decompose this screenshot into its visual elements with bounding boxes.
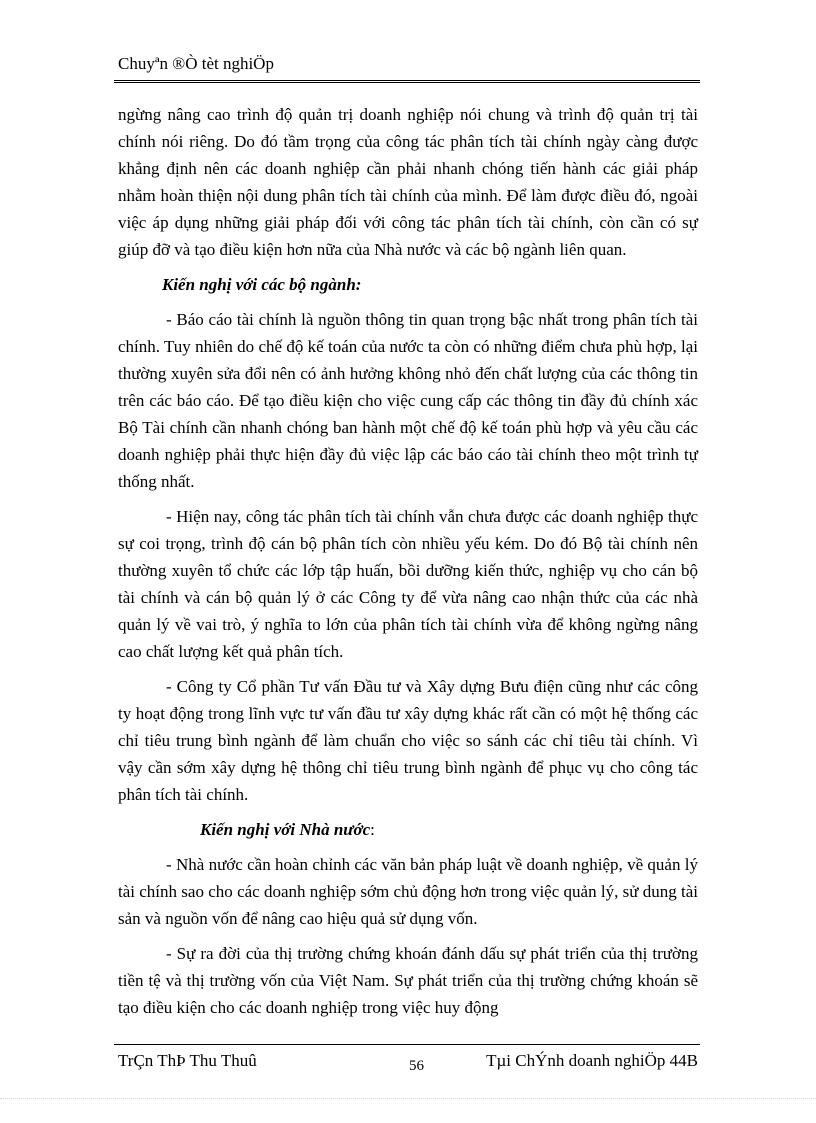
paragraph-intro: ngừng nâng cao trình độ quản trị doanh nghiệp nói chung và trình độ quản trị tài chính nói riêng. Do đó tầm trọng của công tác phân tích tài chính ngày càng được khẳng định nên các doanh nghiệp cần phải nhanh chóng tiến hành các giải pháp nhằm hoàn thiện nội dung phân tích tài chính của mình. Để làm được điều đó, ngoài việc áp dụng những giải pháp đối với công tác phân tích tài chính, còn cần có sự giúp đỡ và tạo điều kiện hơn nữa của Nhà nước và các bộ ngành liên quan. — [118, 105, 698, 259]
footer-author: TrÇn ThÞ Thu Thuû — [118, 1051, 257, 1070]
page-footer — [118, 1049, 698, 1075]
footer-rule — [114, 1044, 700, 1045]
paragraph-stock-market: - Sự ra đời của thị trường chứng khoán đánh dấu sự phát triển của thị trường tiền tệ và thị trường vốn của Việt Nam. Sự phát triển của thị trường chứng khoán sẽ tạo điều kiện cho các doanh nghiệp trong việc huy động — [118, 944, 698, 1017]
subheading-state-colon: : — [370, 820, 375, 839]
footer-class-label: Tµi ChÝnh doanh nghiÖp 44B — [486, 1051, 698, 1070]
page-header — [118, 52, 698, 76]
header-double-rule — [114, 80, 700, 83]
subheading-ministries: Kiến nghị với các bộ ngành: — [162, 275, 362, 294]
scan-edge-dots — [0, 1098, 816, 1099]
subheading-state — [118, 816, 698, 843]
body-text — [118, 101, 698, 1029]
subheading-state-text: Kiến nghị với Nhà nước — [200, 820, 371, 839]
paragraph-financial-reports: - Báo cáo tài chính là nguồn thông tin quan trọng bậc nhất trong phân tích tài chính. Tuy nhiên do chế độ kế toán của nước ta còn có những điểm chưa phù hợp, lại thường xuyên sửa đổi nên có ảnh hưởng không nhỏ đến chất lượng của các thông tin trên các báo cáo. Để tạo điều kiện cho việc cung cấp các thông tin đầy đủ chính xác Bộ Tài chính cần nhanh chóng ban hành một chế độ kế toán phù hợp và yêu cầu các doanh nghiệp phải thực hiện đầy đủ việc lập các báo cáo tài chính theo một trình tự thống nhất. — [118, 310, 698, 491]
header-title: Chuyªn ®Ò tèt nghiÖp — [118, 54, 274, 73]
paragraph-legal-framework: - Nhà nước cần hoàn chỉnh các văn bản pháp luật về doanh nghiệp, về quản lý tài chính sao cho các doanh nghiệp sớm chủ động hơn trong việc quản lý, sử dung tài sản và nguồn vốn để nâng cao hiệu quả sử dụng vốn. — [118, 855, 698, 928]
paragraph-training: - Hiện nay, công tác phân tích tài chính vẫn chưa được các doanh nghiệp thực sự coi trọng, trình độ cán bộ phân tích còn nhiều yếu kém. Do đó Bộ tài chính nên thường xuyên tổ chức các lớp tập huấn, bồi dưỡng kiến thức, nghiệp vụ cho cán bộ tài chính và cán bộ quản lý ở các Công ty để vừa nâng cao nhận thức của các nhà quản lý về vai trò, ý nghĩa to lớn của phân tích tài chính vừa để không ngừng nâng cao chất lượng kết quả phân tích. — [118, 507, 698, 661]
paragraph-industry-benchmarks: - Công ty Cổ phần Tư vấn Đầu tư và Xây dựng Bưu điện cũng như các công ty hoạt động trong lĩnh vực tư vấn đầu tư xây dựng khác rất cần có một hệ thống các chỉ tiêu trung bình ngành để làm chuẩn cho việc so sánh các chỉ tiêu tài chính. Vì vậy cần sớm xây dựng hệ thông chỉ tiêu trung bình ngành để phục vụ cho công tác phân tích tài chính. — [118, 677, 698, 804]
page-number: 56 — [409, 1058, 424, 1074]
